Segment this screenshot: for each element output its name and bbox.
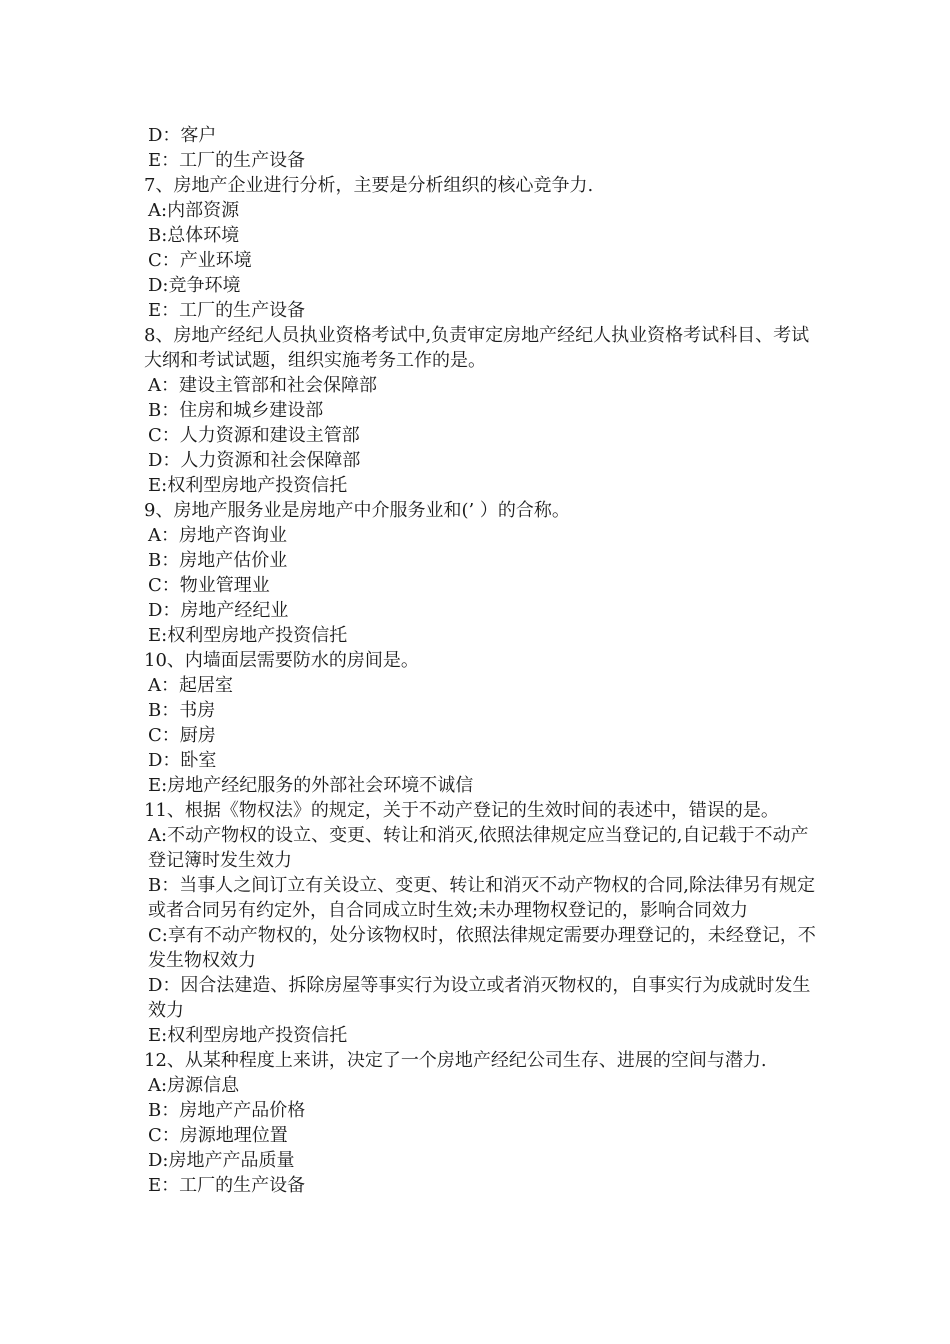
answer-option: C：产业环境: [148, 250, 252, 271]
answer-option: C：房源地理位置: [148, 1125, 288, 1146]
answer-option: D：因合法建造、拆除房屋等事实行为设立或者消灭物权的，自事实行为成就时发生效力: [148, 975, 811, 1021]
answer-option: B：住房和城乡建设部: [148, 400, 324, 421]
answer-option: E:房地产经纪服务的外部社会环境不诚信: [148, 775, 474, 796]
answer-option: C:享有不动产物权的，处分该物权时，依照法律规定需要办理登记的，未经登记，不发生物权效力: [148, 925, 816, 971]
question-text: 11、根据《物权法》的规定，关于不动产登记的生效时间的表述中，错误的是。: [144, 800, 779, 821]
answer-option: E:权利型房地产投资信托: [148, 625, 348, 646]
answer-option: A:内部资源: [148, 200, 240, 221]
answer-option: B:总体环境: [148, 225, 240, 246]
answer-option: E：工厂的生产设备: [148, 150, 306, 171]
answer-option: C：厨房: [148, 725, 216, 746]
answer-option: B：当事人之间订立有关设立、变更、转让和消灭不动产物权的合同,除法律另有规定或者合同另有约定外，自合同成立时生效;未办理物权登记的，影响合同效力: [148, 875, 815, 921]
answer-option: B：房地产产品价格: [148, 1100, 306, 1121]
answer-option: D：人力资源和社会保障部: [148, 450, 361, 471]
answer-option: A:不动产物权的设立、变更、转让和消灭,依照法律规定应当登记的,自记载于不动产登记簿时发生效力: [148, 825, 809, 871]
answer-option: D：房地产经纪业: [148, 600, 289, 621]
answer-option: E：工厂的生产设备: [148, 300, 306, 321]
answer-option: C：人力资源和建设主管部: [148, 425, 360, 446]
answer-option: A：建设主管部和社会保障部: [148, 375, 377, 396]
question-text: 8、房地产经纪人员执业资格考试中,负责审定房地产经纪人执业资格考试科目、考试大纲和考试试题，组织实施考务工作的是。: [144, 325, 810, 371]
answer-option: C：物业管理业: [148, 575, 270, 596]
answer-option: D：卧室: [148, 750, 217, 771]
answer-option: B：书房: [148, 700, 216, 721]
question-text: 9、房地产服务业是房地产中介服务业和(’ ）的合称。: [144, 500, 570, 521]
question-text: 7、房地产企业进行分析，主要是分析组织的核心竞争力.: [144, 175, 594, 196]
answer-option: D:竞争环境: [148, 275, 241, 296]
answer-option: A：起居室: [148, 675, 233, 696]
answer-option: B：房地产估价业: [148, 550, 288, 571]
answer-option: A：房地产咨询业: [148, 525, 287, 546]
answer-option: D：客户: [148, 125, 217, 146]
question-text: 12、从某种程度上来讲，决定了一个房地产经纪公司生存、进展的空间与潜力.: [144, 1050, 767, 1071]
answer-option: E:权利型房地产投资信托: [148, 475, 348, 496]
question-text: 10、内墙面层需要防水的房间是。: [144, 650, 419, 671]
answer-option: E：工厂的生产设备: [148, 1175, 306, 1196]
answer-option: E:权利型房地产投资信托: [148, 1025, 348, 1046]
answer-option: A:房源信息: [148, 1075, 240, 1096]
answer-option: D:房地产产品质量: [148, 1150, 295, 1171]
document-page: [144, 123, 824, 1198]
